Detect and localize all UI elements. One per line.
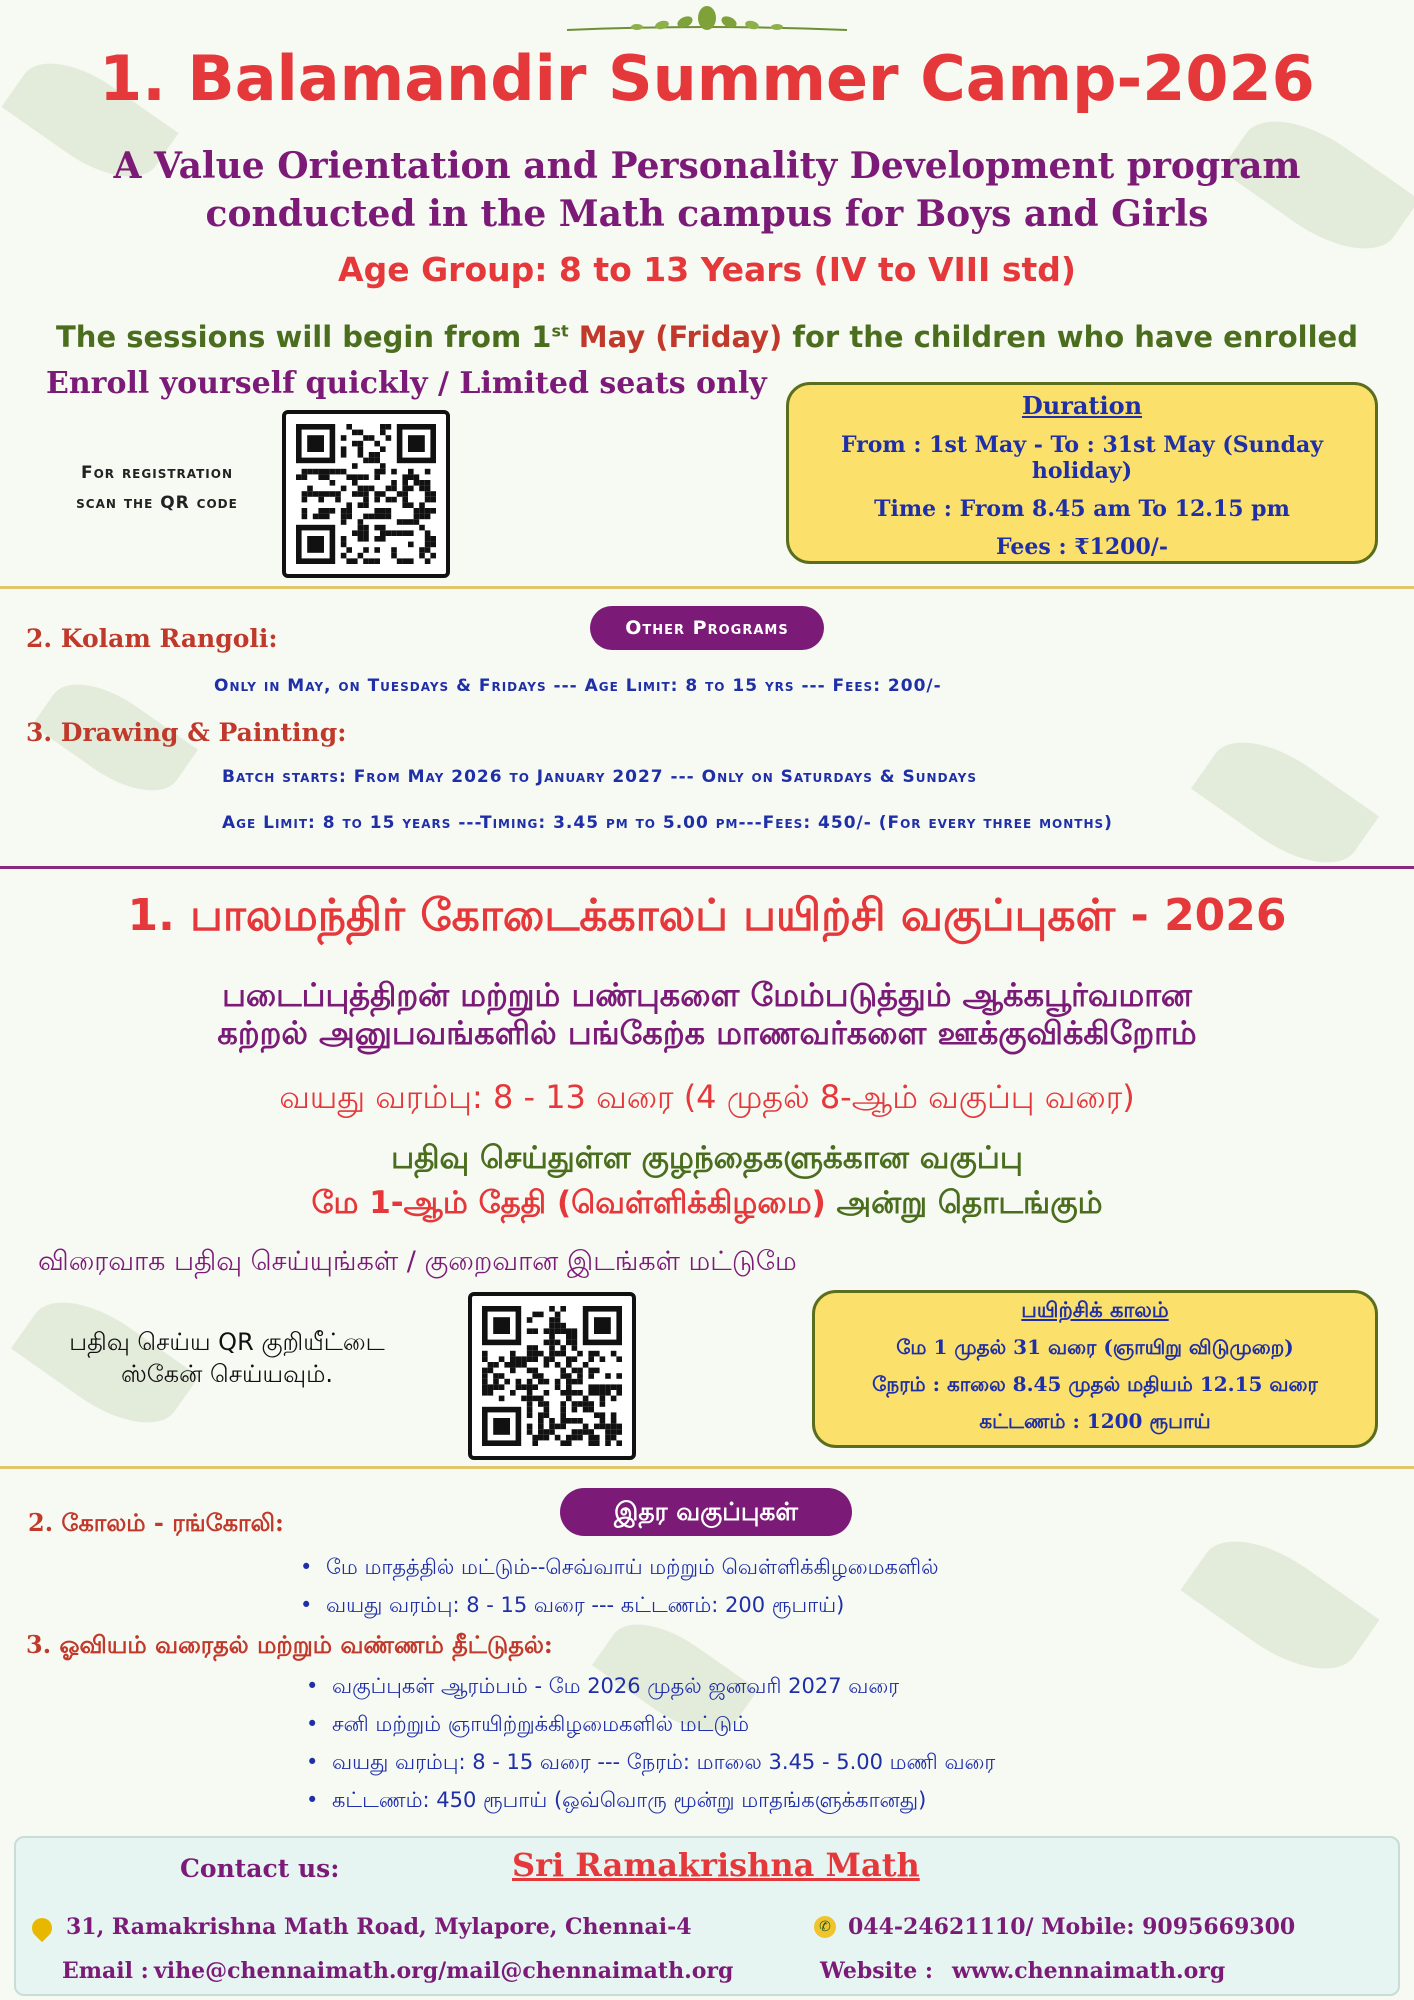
list-item: • சனி மற்றும் ஞாயிற்றுக்கிழமைகளில் மட்டும் xyxy=(306,1705,995,1743)
email-link[interactable]: vihe@chennaimath.org/mail@chennaimath.org xyxy=(154,1958,734,1984)
tamil-duration-box xyxy=(812,1290,1378,1448)
tamil-reg-line-1: பதிவு செய்ய QR குறியீட்டை xyxy=(69,1328,385,1356)
phone-number[interactable]: 044-24621110/ Mobile: 9095669300 xyxy=(848,1914,1296,1940)
list-item: • வகுப்புகள் ஆரம்பம் - மே 2026 முதல் ஜனவரி 2027 வரை xyxy=(306,1667,995,1705)
list-item: • மே மாதத்தில் மட்டும்--செவ்வாய் மற்றும் வெள்ளிக்கிழமைகளில் xyxy=(300,1548,939,1586)
tamil-class-for: பதிவு செய்துள்ள குழந்தைகளுக்கான வகுப்பு xyxy=(391,1140,1023,1176)
location-pin-icon xyxy=(28,1914,56,1942)
reg-line-1: For registration xyxy=(80,463,234,483)
tamil-drawing-list xyxy=(306,1667,995,1819)
org-name: Sri Ramakrishna Math xyxy=(512,1846,920,1884)
qr-code-icon[interactable] xyxy=(282,410,450,578)
tamil-subtitle-1: படைப்புத்திறன் மற்றும் பண்புகளை மேம்படுத்தும் ஆக்கபூர்வமான xyxy=(222,976,1192,1014)
tamil-start-red: மே 1-ஆம் தேதி (வெள்ளிக்கிழமை) xyxy=(311,1185,826,1221)
enroll-text: Enroll yourself quickly / Limited seats only xyxy=(46,366,767,401)
tamil-duration-time: நேரம் : காலை 8.45 முதல் மதியம் 12.15 வரை xyxy=(872,1372,1318,1396)
begin-text-1: The sessions will begin from 1 xyxy=(56,320,552,354)
website-link[interactable]: www.chennaimath.org xyxy=(952,1958,1226,1984)
begin-text-3: for the children who have enrolled xyxy=(782,320,1358,354)
subtitle-line-1: A Value Orientation and Personality Development program xyxy=(113,145,1301,187)
page-title: 1. Balamandir Summer Camp-2026 xyxy=(99,42,1315,115)
tamil-reg-line-2: ஸ்கேன் செய்யவும். xyxy=(120,1360,334,1388)
address: 31, Ramakrishna Math Road, Mylapore, Chennai-4 xyxy=(66,1914,692,1940)
reg-line-2: scan the QR code xyxy=(76,493,238,513)
other-programs-badge: Other Programs xyxy=(590,606,824,650)
list-item: • வயது வரம்பு: 8 - 15 வரை --- கட்டணம்: 200 ரூபாய்) xyxy=(300,1586,939,1624)
tamil-registration-instructions xyxy=(22,1326,432,1390)
begin-sup: st xyxy=(551,321,569,341)
tamil-drawing-heading: 3. ஓவியம் வரைதல் மற்றும் வண்ணம் தீட்டுதல்: xyxy=(26,1630,553,1659)
tamil-title: 1. பாலமந்திர் கோடைக்காலப் பயிற்சி வகுப்புகள் - 2026 xyxy=(127,890,1287,941)
tamil-subtitle-2: கற்றல் அனுபவங்களில் பங்கேற்க மாணவர்களை ஊக்குவிக்கிறோம் xyxy=(217,1014,1197,1052)
leaf-decoration xyxy=(1180,1517,1379,1694)
website-label: Website : xyxy=(820,1958,933,1984)
tamil-age: வயது வரம்பு: 8 - 13 வரை (4 முதல் 8-ஆம் வகுப்பு வரை) xyxy=(279,1078,1135,1116)
list-item: • கட்டணம்: 450 ரூபாய் (ஒவ்வொரு மூன்று மாதங்களுக்கானது) xyxy=(306,1781,995,1819)
divider xyxy=(0,1466,1414,1469)
registration-instructions xyxy=(52,458,262,518)
session-begin-text xyxy=(0,320,1414,354)
duration-dates: From : 1st May - To : 31st May (Sunday holiday) xyxy=(840,432,1324,484)
tamil-start-date xyxy=(0,1185,1414,1225)
divider xyxy=(0,866,1414,869)
kolam-heading: 2. Kolam Rangoli: xyxy=(26,624,278,653)
tamil-enroll: விரைவாக பதிவு செய்யுங்கள் / குறைவான இடங்கள் மட்டுமே xyxy=(38,1246,797,1277)
age-group: Age Group: 8 to 13 Years (IV to VIII std) xyxy=(338,250,1076,289)
tamil-start-green: அன்று தொடங்கும் xyxy=(825,1185,1103,1221)
duration-fees: Fees : ₹1200/- xyxy=(996,534,1168,560)
contact-panel xyxy=(14,1836,1400,1996)
divider xyxy=(0,586,1414,589)
tamil-duration-dates: மே 1 முதல் 31 வரை (ஞாயிறு விடுமுறை) xyxy=(896,1335,1294,1359)
tamil-kolam-heading: 2. கோலம் - ரங்கோலி: xyxy=(28,1508,284,1537)
phone-icon: ✆ xyxy=(814,1916,836,1938)
begin-text-2: May (Friday) xyxy=(568,320,783,354)
email-label: Email : xyxy=(62,1958,149,1984)
duration-box xyxy=(786,382,1378,564)
list-item: • வயது வரம்பு: 8 - 15 வரை --- நேரம்: மாலை 3.45 - 5.00 மணி வரை xyxy=(306,1743,995,1781)
duration-heading: Duration xyxy=(1021,391,1143,420)
contact-label: Contact us: xyxy=(180,1854,340,1883)
drawing-details-2: Age Limit: 8 to 15 years ---Timing: 3.45 pm to 5.00 pm---Fees: 450/- (For every three months) xyxy=(222,813,1113,833)
kolam-details: Only in May, on Tuesdays & Fridays --- Age Limit: 8 to 15 yrs --- Fees: 200/- xyxy=(214,676,942,696)
leaf-decoration xyxy=(1191,719,1379,886)
drawing-details-1: Batch starts: From May 2026 to January 2027 --- Only on Saturdays & Sundays xyxy=(222,767,978,787)
tamil-duration-heading: பயிற்சிக் காலம் xyxy=(1021,1297,1169,1322)
vine-ornament-icon xyxy=(567,6,847,36)
drawing-heading: 3. Drawing & Painting: xyxy=(26,718,347,747)
duration-time: Time : From 8.45 am To 12.15 pm xyxy=(874,496,1290,522)
subtitle-line-2: conducted in the Math campus for Boys and Girls xyxy=(205,193,1209,235)
qr-code-icon[interactable] xyxy=(468,1292,636,1460)
tamil-kolam-list xyxy=(300,1548,939,1624)
tamil-duration-fees: கட்டணம் : 1200 ரூபாய் xyxy=(979,1409,1211,1433)
tamil-other-programs-badge: இதர வகுப்புகள் xyxy=(560,1488,852,1536)
